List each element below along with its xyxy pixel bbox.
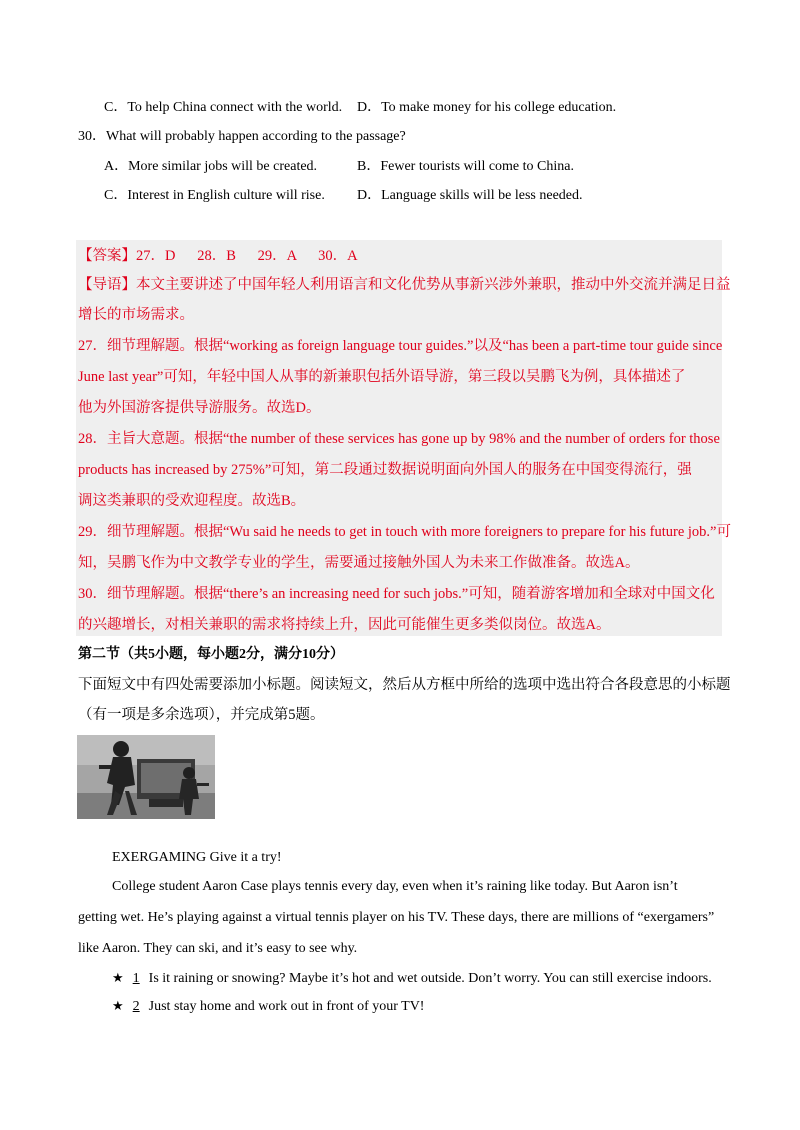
passage-item-2-text: Just stay home and work out in front of your TV! xyxy=(148,999,425,1014)
passage-item-2 xyxy=(112,997,424,1017)
explanation-28-line-2: products has increased by 275%”可知，第二段通过数据说明面向外国人的服务在中国变得流行，强 xyxy=(78,462,692,478)
passage-paragraph-1-line-2: getting wet. He’s playing against a virtual tennis player on his TV. These days, there are millions of “exergamers” xyxy=(78,910,715,925)
q30-option-a: A．More similar jobs will be created. xyxy=(104,159,318,174)
q30-option-b: B．Fewer tourists will come to China. xyxy=(357,159,574,174)
q29-option-d: D．To make money for his college education. xyxy=(357,100,617,115)
explanation-30-line-1: 30．细节理解题。根据“there’s an increasing need for such jobs.”可知，随着游客增加和全球对中国文化 xyxy=(78,586,715,602)
explanation-27-line-3: 他为外国游客提供导游服务。故选D。 xyxy=(78,400,321,416)
answer-keys xyxy=(78,245,358,267)
star-icon: ★ xyxy=(112,999,124,1014)
answer-label: 【答案】 xyxy=(78,248,136,264)
blank-2[interactable]: 2 xyxy=(132,999,140,1014)
explanation-30-line-2: 的兴趣增长，对相关兼职的需求将持续上升，因此可能催生更多类似岗位。故选A。 xyxy=(78,617,611,633)
explanation-27-line-2: June last year”可知，年轻中国人从事的新兼职包括外语导游，第三段以吴鹏飞为例，具体描述了 xyxy=(78,369,686,385)
passage-item-1 xyxy=(112,969,712,989)
explanation-29-line-2: 知，吴鹏飞作为中文教学专业的学生，需要通过接触外国人为未来工作做准备。故选A。 xyxy=(78,555,640,571)
passage-paragraph-1-line-3: like Aaron. They can ski, and it’s easy to see why. xyxy=(78,941,358,956)
passage-title: EXERGAMING Give it a try! xyxy=(112,850,282,865)
intro-line-1 xyxy=(78,274,731,296)
section-2-instructions-line-2: （有一项是多余选项），并完成第5题。 xyxy=(78,707,325,723)
q30-stem: 30．What will probably happen according to the passage? xyxy=(78,129,406,144)
exergaming-photo xyxy=(77,735,215,819)
q29-option-c: C．To help China connect with the world. xyxy=(104,100,343,115)
explanation-27-line-1: 27．细节理解题。根据“working as foreign language tour guides.”以及“has been a part-time tour guide since xyxy=(78,338,723,354)
passage-paragraph-1-line-1: College student Aaron Case plays tennis every day, even when it’s raining like today. But Aaron isn’t xyxy=(112,879,678,894)
exergaming-photo-illustration xyxy=(77,735,215,819)
explanation-28-line-1: 28．主旨大意题。根据“the number of these services has gone up by 98% and the number of orders for those xyxy=(78,431,720,447)
intro-text: 本文主要讲述了中国年轻人利用语言和文化优势从事新兴涉外兼职，推动中外交流并满足日益 xyxy=(136,277,731,293)
answer-key-list: 27．D 28．B 29．A 30．A xyxy=(136,248,358,264)
passage-item-1-text: Is it raining or snowing? Maybe it’s hot and wet outside. Don’t worry. You can still exercise indoors. xyxy=(148,971,712,986)
intro-label: 【导语】 xyxy=(78,277,136,293)
blank-1[interactable]: 1 xyxy=(132,971,140,986)
q30-option-d: D．Language skills will be less needed. xyxy=(357,188,583,203)
section-2-instructions-line-1: 下面短文中有四处需要添加小标题。阅读短文，然后从方框中所给的选项中选出符合各段意思的小标题 xyxy=(78,677,731,693)
explanation-28-line-3: 调这类兼职的受欢迎程度。故选B。 xyxy=(78,493,306,509)
star-icon: ★ xyxy=(112,971,124,986)
explanation-29-line-1: 29．细节理解题。根据“Wu said he needs to get in touch with more foreigners to prepare for his future job.”可 xyxy=(78,524,731,540)
section-2-heading: 第二节（共5小题，每小题2分，满分10分） xyxy=(78,647,344,662)
intro-line-2: 增长的市场需求。 xyxy=(78,307,194,323)
q30-option-c: C．Interest in English culture will rise. xyxy=(104,188,325,203)
